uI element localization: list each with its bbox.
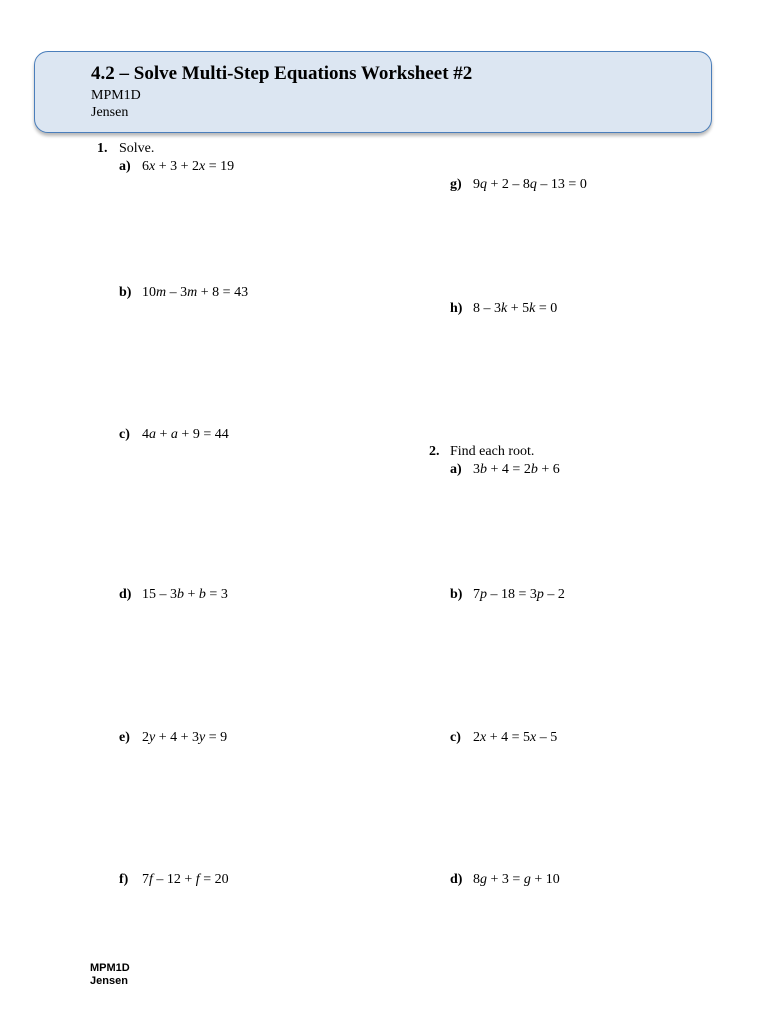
worksheet-title: 4.2 – Solve Multi-Step Equations Worksheet #2: [91, 63, 473, 84]
footer-teacher: Jensen: [90, 975, 128, 987]
q2-item-d: [450, 872, 560, 888]
equation: 7f – 12 + f = 20: [142, 872, 229, 887]
equation: 8 – 3k + 5k = 0: [473, 301, 558, 316]
q1-item-a: [119, 159, 234, 175]
footer-course: MPM1D: [90, 962, 130, 974]
q1-item-d: [119, 587, 228, 603]
teacher-name: Jensen: [91, 105, 129, 120]
item-label: c): [450, 730, 461, 745]
item-label: b): [119, 285, 132, 300]
equation: 2x + 4 = 5x – 5: [473, 730, 558, 745]
q1-item-e: [119, 730, 227, 746]
question-2-number: 2.: [429, 444, 440, 459]
equation: 9q + 2 – 8q – 13 = 0: [473, 177, 587, 192]
item-label: b): [450, 587, 463, 602]
item-label: a): [119, 159, 131, 174]
equation: 7p – 18 = 3p – 2: [473, 587, 565, 602]
item-label: f): [119, 872, 129, 887]
equation: 4a + a + 9 = 44: [142, 427, 229, 442]
q1-item-b: [119, 285, 248, 301]
q2-item-a: [450, 462, 560, 478]
equation: 3b + 4 = 2b + 6: [473, 462, 560, 477]
item-label: d): [450, 872, 463, 887]
item-label: a): [450, 462, 462, 477]
item-label: e): [119, 730, 130, 745]
question-1-number: 1.: [97, 141, 108, 156]
question-1-instruction: Solve.: [119, 141, 155, 156]
equation: 2y + 4 + 3y = 9: [142, 730, 228, 745]
item-label: g): [450, 177, 462, 192]
q1-item-f: [119, 872, 229, 888]
q1-item-h: [450, 301, 557, 317]
item-label: h): [450, 301, 463, 316]
equation: 6x + 3 + 2x = 19: [142, 159, 235, 174]
q1-item-c: [119, 427, 229, 443]
equation: 8g + 3 = g + 10: [473, 872, 560, 887]
item-label: d): [119, 587, 132, 602]
course-code: MPM1D: [91, 88, 141, 103]
worksheet-header: [34, 51, 712, 133]
item-label: c): [119, 427, 130, 442]
equation: 15 – 3b + b = 3: [142, 587, 228, 602]
equation: 10m – 3m + 8 = 43: [142, 285, 249, 300]
question-2-instruction: Find each root.: [450, 444, 535, 459]
q2-item-b: [450, 587, 565, 603]
q1-item-g: [450, 177, 587, 193]
q2-item-c: [450, 730, 557, 746]
